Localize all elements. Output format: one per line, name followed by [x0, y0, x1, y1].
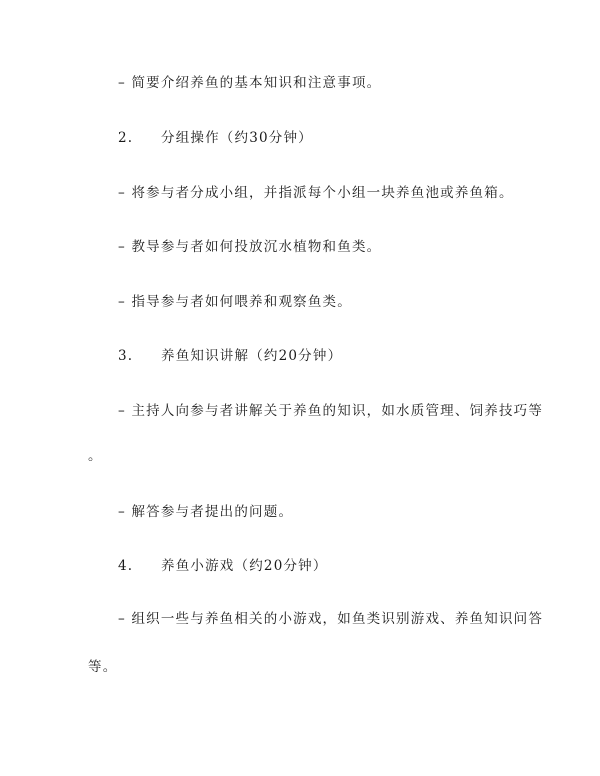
bullet-intro-basics: – 简要介绍养鱼的基本知识和注意事项。 [118, 75, 382, 91]
bullet-teach-planting: – 教导参与者如何投放沉水植物和鱼类。 [118, 239, 382, 255]
section-title-mini-games: 养鱼小游戏（约20分钟） [161, 558, 328, 574]
section-number-2: 2. [118, 130, 134, 146]
section-number-3: 3. [118, 348, 134, 364]
bullet-answer-questions: – 解答参与者提出的问题。 [118, 504, 294, 520]
bullet-organize-games: – 组织一些与养鱼相关的小游戏，如鱼类识别游戏、养鱼知识问答 [118, 611, 544, 627]
bullet-host-lecture-continuation: 。 [88, 448, 103, 464]
bullet-divide-groups: – 将参与者分成小组，并指派每个小组一块养鱼池或养鱼箱。 [118, 185, 514, 201]
section-title-knowledge-lecture: 养鱼知识讲解（约20分钟） [161, 348, 343, 364]
bullet-host-lecture: – 主持人向参与者讲解关于养鱼的知识，如水质管理、饲养技巧等 [118, 403, 544, 419]
bullet-organize-games-continuation: 等。 [88, 659, 118, 675]
section-title-group-operation: 分组操作（约30分钟） [161, 130, 313, 146]
section-number-4: 4. [118, 558, 134, 574]
bullet-guide-feeding: – 指导参与者如何喂养和观察鱼类。 [118, 294, 352, 310]
